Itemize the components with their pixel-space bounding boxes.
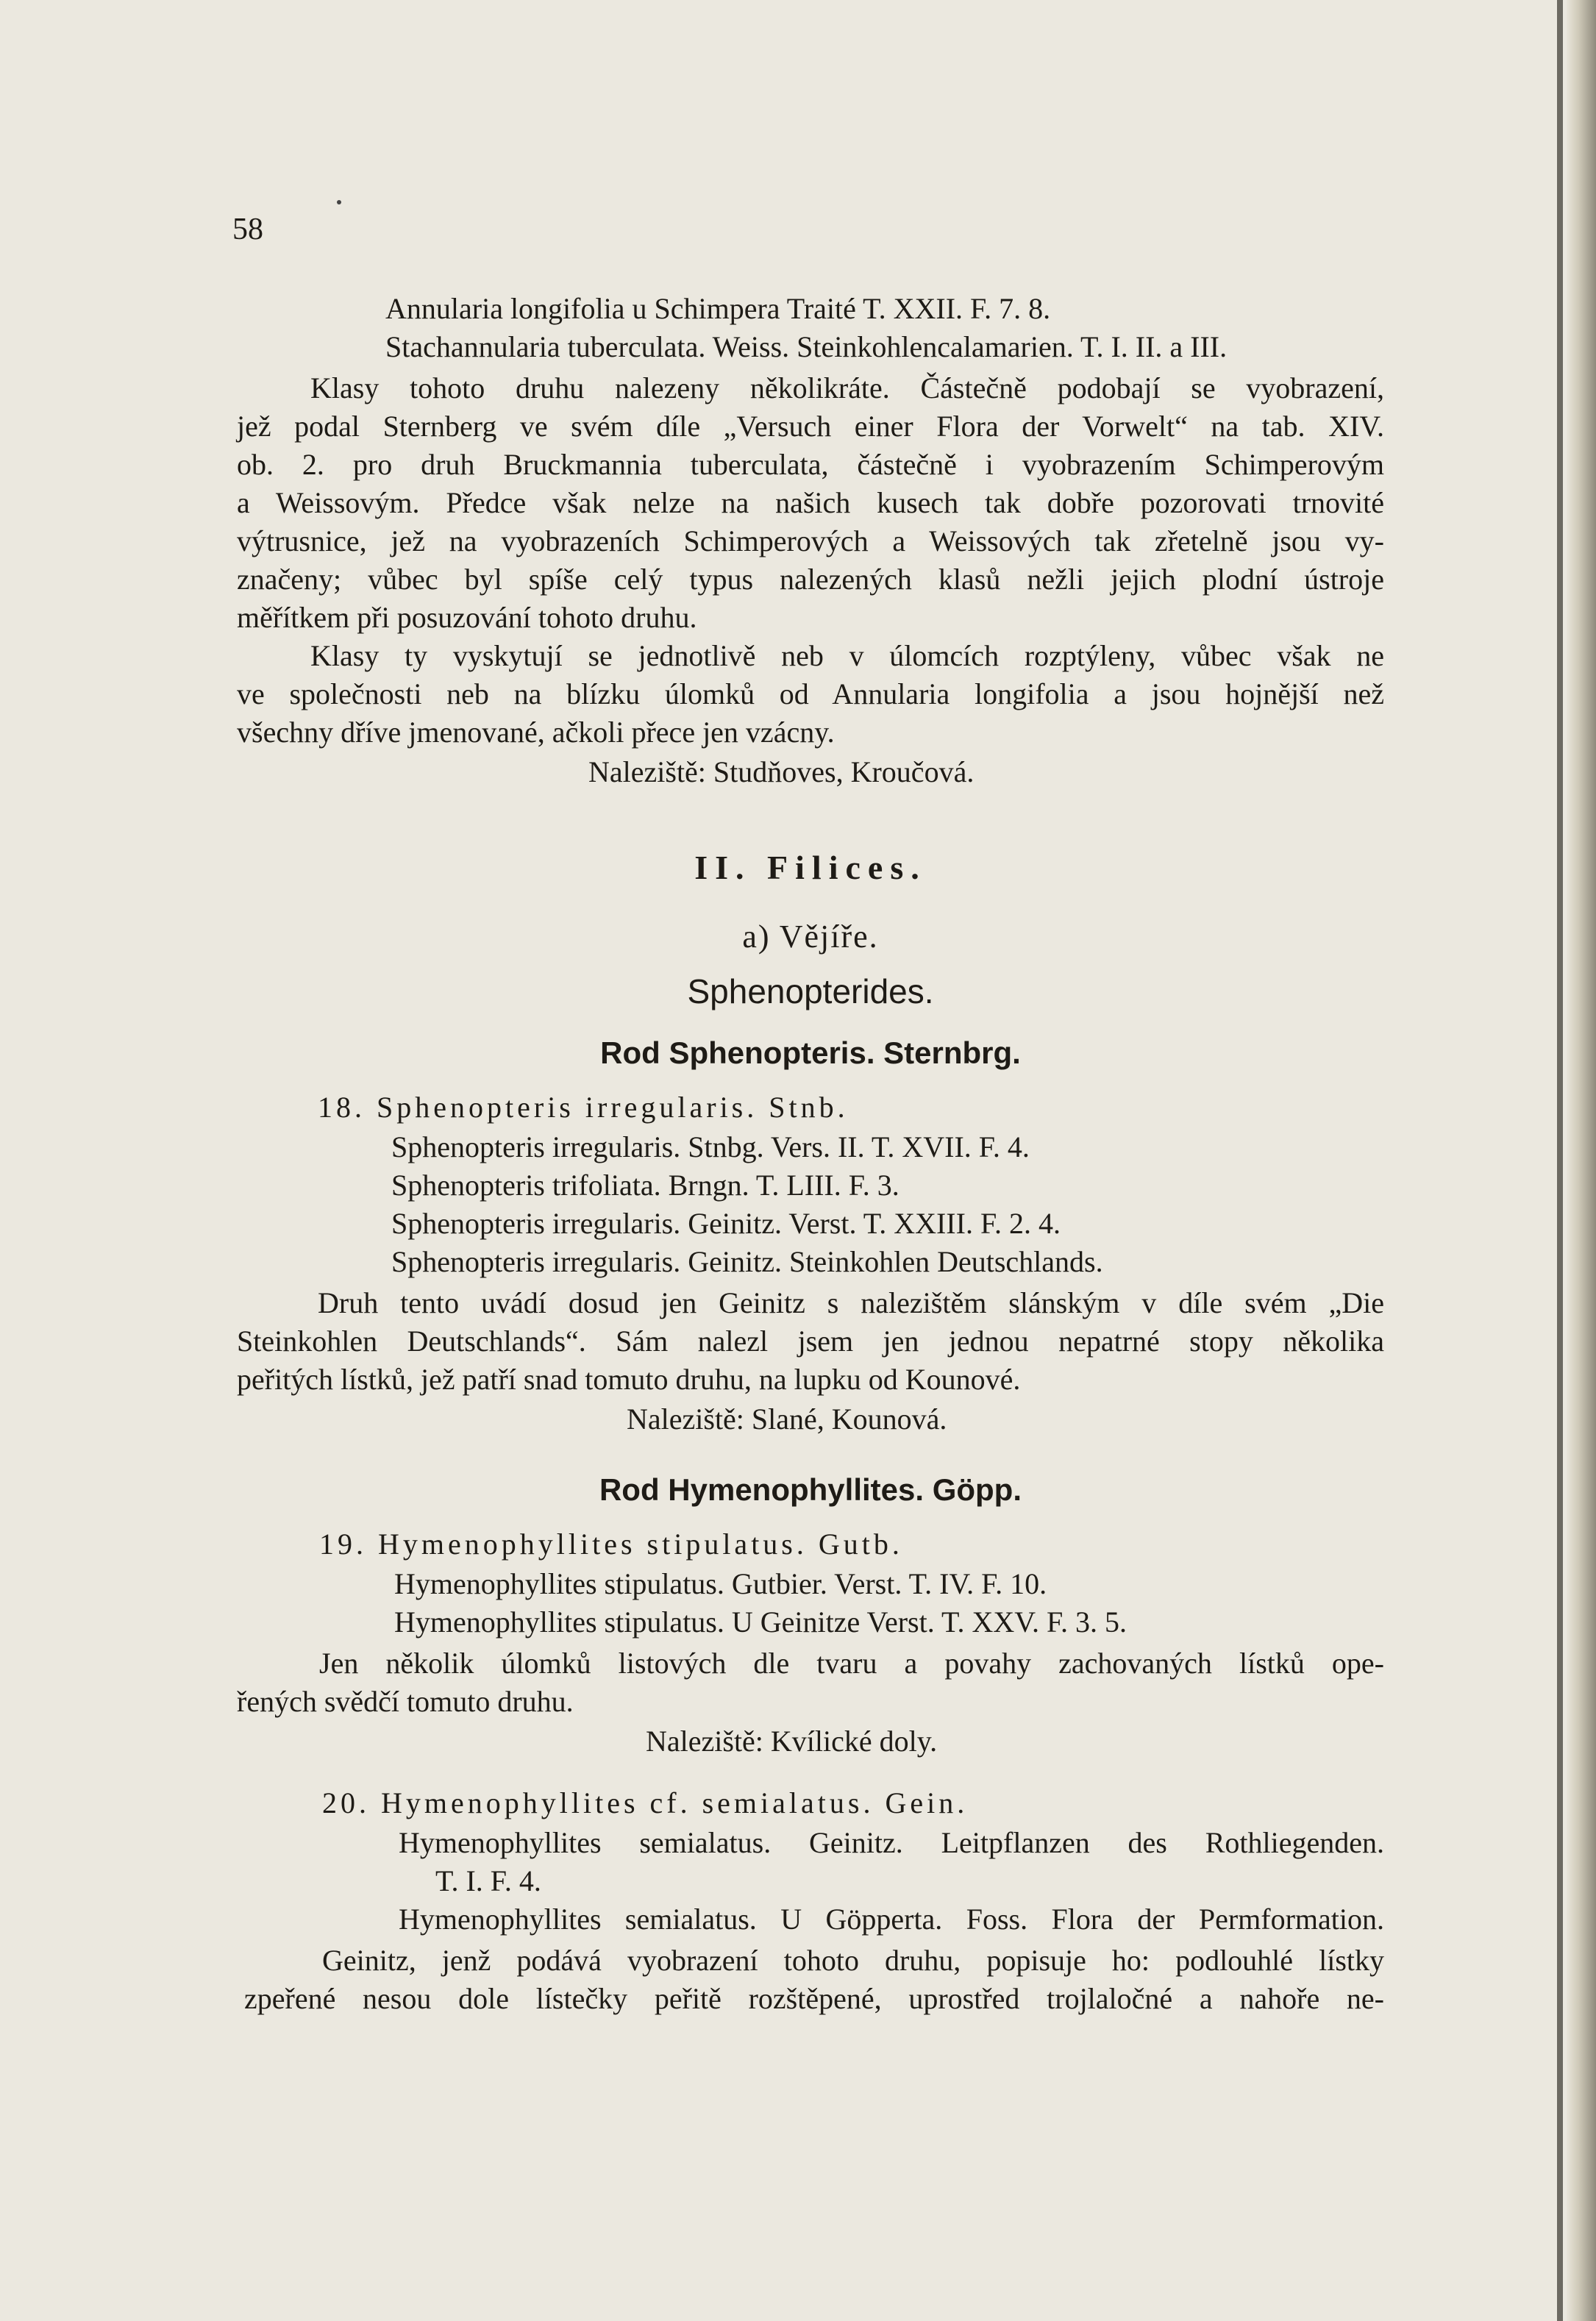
ink-speck — [337, 200, 341, 204]
paragraph-line: zpeřené nesou dole lístečky peřitě rozštěpené, uprostřed trojlaločné a nahoře ne- — [244, 1982, 1384, 2015]
paragraph-line: řených svědčí tomuto druhu. — [237, 1685, 574, 1718]
paragraph-line: ve společnosti neb na blízku úlomků od Annularia longifolia a jsou hojnější než — [237, 677, 1384, 710]
paragraph-line: Steinkohlen Deutschlands“. Sám nalezl jsem jen jednou nepatrné stopy několika — [237, 1324, 1384, 1358]
paragraph-line: výtrusnice, jež na vyobrazeních Schimperových a Weissových tak zřetelně jsou vy- — [237, 524, 1384, 557]
paragraph-line: značeny; vůbec byl spíše celý typus nalezených klasů nežli jejich plodní ústroje — [237, 563, 1384, 596]
hymenophyllites-20-references — [237, 1824, 1384, 1939]
annularia-paragraph-1 — [237, 369, 1384, 637]
section-subtitle: a) Vějíře. — [742, 919, 879, 955]
paragraph-line: Geinitz, jenž podává vyobrazení tohoto druhu, popisuje ho: podlouhlé lístky — [322, 1944, 1384, 1977]
paragraph-line: jež podal Sternberg ve svém díle „Versuch einer Flora der Vorwelt“ na tab. XIV. — [237, 410, 1384, 443]
binding-shadow — [1557, 0, 1563, 2321]
paragraph-line: Klasy ty vyskytují se jednotlivě neb v úlomcích rozptýleny, vůbec však ne — [310, 639, 1384, 672]
reference-line: Stachannularia tuberculata. Weiss. Steinkohlencalamarien. T. I. II. a III. — [385, 330, 1228, 363]
reference-line: Hymenophyllites stipulatus. U Geinitze Verst. T. XXV. F. 3. 5. — [394, 1605, 1127, 1639]
reference-line: Sphenopteris irregularis. Geinitz. Verst. T. XXIII. F. 2. 4. — [391, 1207, 1061, 1240]
group-heading: Sphenopterides. — [687, 972, 934, 1010]
reference-line: Sphenopteris irregularis. Stnbg. Vers. II. T. XVII. F. 4. — [391, 1130, 1030, 1163]
hymenophyllites-20-paragraph — [237, 1942, 1384, 2018]
paragraph-line: ob. 2. pro druh Bruckmannia tuberculata, částečně i vyobrazením Schimperovým — [237, 448, 1384, 481]
reference-line: Sphenopteris trifoliata. Brngn. T. LIII. F. 3. — [391, 1169, 899, 1202]
book-spine-edge — [1567, 0, 1596, 2321]
paragraph-line: Jen několik úlomků listových dle tvaru a povahy zachovaných lístků ope- — [319, 1647, 1384, 1680]
paragraph-line: Klasy tohoto druhu nalezeny několikráte. Částečně podobají se vyobrazení, — [310, 371, 1384, 404]
locality-hymenophyllites-19: Naleziště: Kvílické doly. — [646, 1725, 938, 1758]
annularia-references — [237, 290, 1384, 366]
genus-heading-sphenopteris: Rod Sphenopteris. Sternbrg. — [600, 1035, 1021, 1070]
reference-line: Hymenophyllites semialatus. U Göpperta. Foss. Flora der Permformation. — [399, 1903, 1384, 1936]
genus-heading-hymenophyllites: Rod Hymenophyllites. Göpp. — [599, 1472, 1022, 1507]
reference-line: Hymenophyllites stipulatus. Gutbier. Verst. T. IV. F. 10. — [394, 1567, 1047, 1600]
page-number: 58 — [232, 213, 263, 246]
paragraph-line: peřitých lístků, jež patří snad tomuto druhu, na lupku od Kounové. — [237, 1363, 1021, 1396]
sphenopteris-references — [237, 1128, 1384, 1281]
species-heading-20: 20. Hymenophyllites cf. semialatus. Gein. — [322, 1786, 969, 1819]
hymenophyllites-19-references — [237, 1565, 1384, 1641]
species-heading-18: 18. Sphenopteris irregularis. Stnb. — [318, 1091, 849, 1124]
paragraph-line: Druh tento uvádí dosud jen Geinitz s nalezištěm slánským v díle svém „Die — [318, 1286, 1384, 1319]
reference-line: Sphenopteris irregularis. Geinitz. Steinkohlen Deutschlands. — [391, 1245, 1103, 1278]
annularia-paragraph-2 — [237, 637, 1384, 752]
reference-line: Hymenophyllites semialatus. Geinitz. Leitpflanzen des Rothliegenden. — [399, 1826, 1384, 1859]
paragraph-line: a Weissovým. Předce však nelze na našich kusech tak dobře pozorovati trnovité — [237, 486, 1384, 519]
reference-line: T. I. F. 4. — [435, 1864, 541, 1897]
paragraph-line: všechny dříve jmenované, ačkoli přece jen vzácny. — [237, 716, 835, 749]
locality-annularia: Naleziště: Studňoves, Kroučová. — [588, 755, 975, 788]
paragraph-line: měřítkem při posuzování tohoto druhu. — [237, 601, 697, 634]
locality-sphenopteris: Naleziště: Slané, Kounová. — [627, 1402, 947, 1436]
sphenopteris-paragraph — [237, 1284, 1384, 1399]
hymenophyllites-19-paragraph — [237, 1644, 1384, 1721]
section-title: II. Filices. — [694, 849, 927, 886]
reference-line: Annularia longifolia u Schimpera Traité T. XXII. F. 7. 8. — [385, 292, 1051, 325]
species-heading-19: 19. Hymenophyllites stipulatus. Gutb. — [319, 1527, 903, 1561]
